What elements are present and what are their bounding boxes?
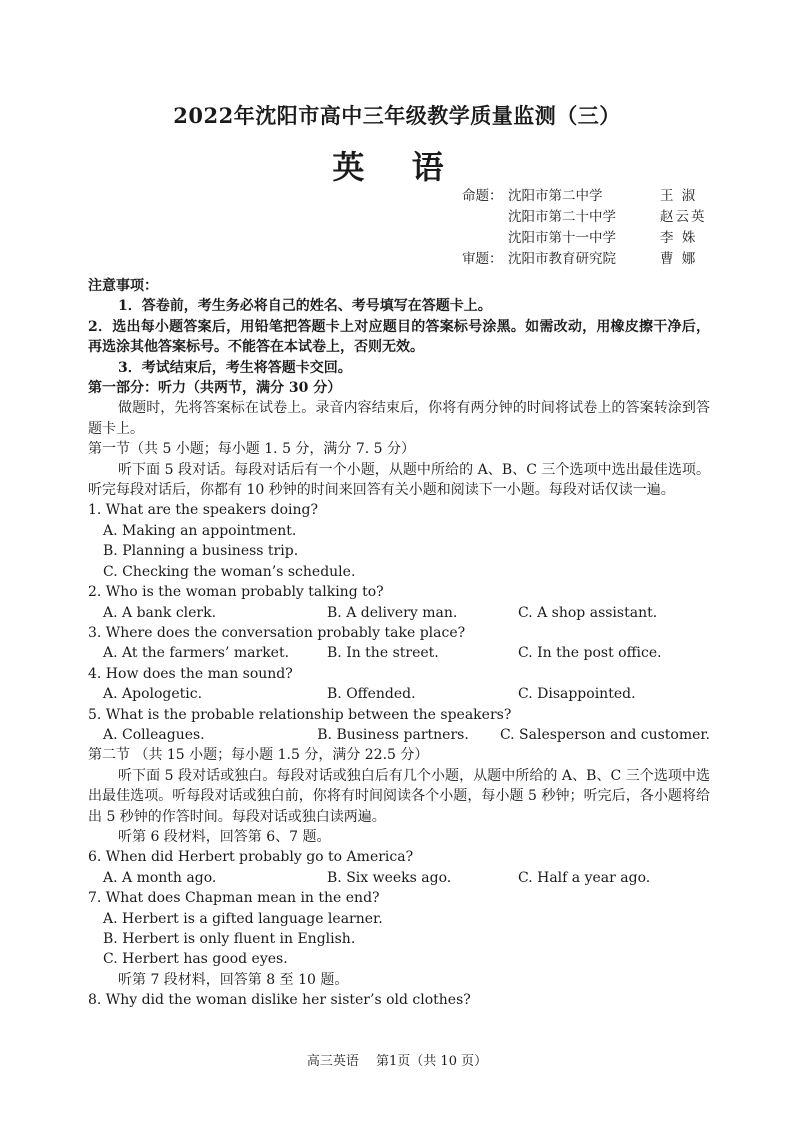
options-6 [88, 868, 710, 888]
author-role [462, 228, 508, 249]
question-7: 7. What does Chapman mean in the end? [88, 890, 380, 907]
author-name: 王 淑 [660, 188, 698, 204]
option-7b: B. Herbert is only fluent in English. [103, 931, 356, 947]
options-4 [88, 684, 710, 704]
author-name: 曹 娜 [660, 251, 698, 267]
part1-heading: 第一部分：听力（共两节，满分 30 分） [88, 380, 342, 397]
option-3c: C. In the post office. [518, 645, 662, 662]
author-school: 沈阳市第二中学 [508, 188, 603, 204]
subject-title: 英 语 [332, 148, 462, 186]
option-5c: C. Salesperson and customer. [499, 726, 710, 743]
option-4a: A. Apologetic. [103, 686, 203, 703]
option-1b: B. Planning a business trip. [103, 543, 299, 560]
question-1: 1. What are the speakers doing? [88, 502, 319, 519]
option-4c: C. Disappointed. [518, 686, 636, 703]
question-5: 5. What is the probable relationship between the speakers? [88, 706, 512, 723]
author-row [462, 249, 710, 270]
option-5b: B. Business partners. [317, 726, 469, 743]
material-6-note: 听第 6 段材料，回答第 6、7 题。 [118, 828, 331, 845]
exam-title: 2022年沈阳市高中三年级教学质量监测（三） [173, 103, 621, 128]
section2-intro: 听下面 5 段对话或独白。每段对话或独白后有几个小题，从题中所给的 A、B、C 三个选项中选出最佳选项。听每段对话或独白前，你将有时间阅读各个小题，每小题 5 秒钟；听完后，各小题将给出 5 秒钟的作答时间。每段对话或独白读两遍。 [88, 767, 710, 825]
section2-heading: 第二节 （共 15 小题；每小题 1.5 分，满分 22.5 分） [88, 747, 429, 764]
page-footer: 高三英语 第1页（共 10 页） [306, 1054, 488, 1069]
question-6: 6. When did Herbert probably go to America? [88, 849, 414, 866]
option-4b: B. Offended. [327, 686, 416, 703]
question-4: 4. How does the man sound? [88, 665, 293, 682]
section1-intro: 听下面 5 段对话。每段对话后有一个小题，从题中所给的 A、B、C 三个选项中选出最佳选项。听完每段对话后，你都有 10 秒钟的时间来回答有关小题和阅读下一小题。每段对话仅读一遍。 [88, 461, 710, 499]
option-2c: C. A shop assistant. [518, 604, 658, 621]
author-school: 沈阳市教育研究院 [508, 251, 616, 267]
author-name: 李 姝 [660, 230, 698, 246]
option-2b: B. A delivery man. [327, 604, 458, 621]
section1-heading: 第一节（共 5 小题；每小题 1. 5 分，满分 7. 5 分） [88, 441, 416, 458]
option-6c: C. Half a year ago. [518, 869, 651, 886]
question-8: 8. Why did the woman dislike her sister’s old clothes? [88, 992, 471, 1009]
notice-item-2: 2．选出每小题答案后，用铅笔把答题卡上对应题目的答案标号涂黑。如需改动，用橡皮擦干净后，再选涂其他答案标号。不能答在本试卷上，否则无效。 [88, 318, 710, 356]
exam-body [88, 276, 710, 1011]
options-2 [88, 603, 710, 623]
question-3: 3. Where does the conversation probably take place? [88, 624, 466, 641]
option-3b: B. In the street. [327, 645, 439, 662]
author-school: 沈阳市第二十中学 [508, 209, 616, 225]
notice-item-1: 1．答卷前，考生务必将自己的姓名、考号填写在答题卡上。 [118, 298, 492, 315]
author-role: 审题： [462, 251, 503, 267]
option-6a: A. A month ago. [103, 869, 217, 886]
author-role: 命题： [462, 188, 503, 204]
notice-item-3: 3．考试结束后，考生将答题卡交回。 [118, 359, 352, 376]
material-7-note: 听第 7 段材料，回答第 8 至 10 题。 [118, 971, 349, 988]
author-name: 赵云英 [660, 209, 707, 225]
question-2: 2. Who is the woman probably talking to? [88, 584, 384, 601]
option-1a: A. Making an appointment. [103, 522, 297, 539]
options-5 [88, 725, 710, 745]
options-3 [88, 643, 710, 663]
part1-intro: 做题时，先将答案标在试卷上。录音内容结束后，你将有两分钟的时间将试卷上的答案转涂到答题卡上。 [88, 400, 710, 437]
option-2a: A. A bank clerk. [103, 604, 217, 621]
option-6b: B. Six weeks ago. [327, 869, 452, 886]
option-5a: A. Colleagues. [103, 726, 205, 743]
option-1c: C. Checking the woman’s schedule. [103, 563, 356, 580]
author-row [462, 186, 710, 207]
option-3a: A. At the farmers’ market. [103, 645, 290, 662]
option-7a: A. Herbert is a gifted language learner. [103, 910, 383, 927]
option-7c: C. Herbert has good eyes. [103, 951, 288, 968]
author-role [462, 207, 508, 228]
author-row [462, 207, 710, 228]
author-school: 沈阳市第十一中学 [508, 230, 616, 246]
notice-heading: 注意事项： [88, 278, 158, 294]
authors-block [462, 186, 710, 270]
author-row [462, 228, 710, 249]
